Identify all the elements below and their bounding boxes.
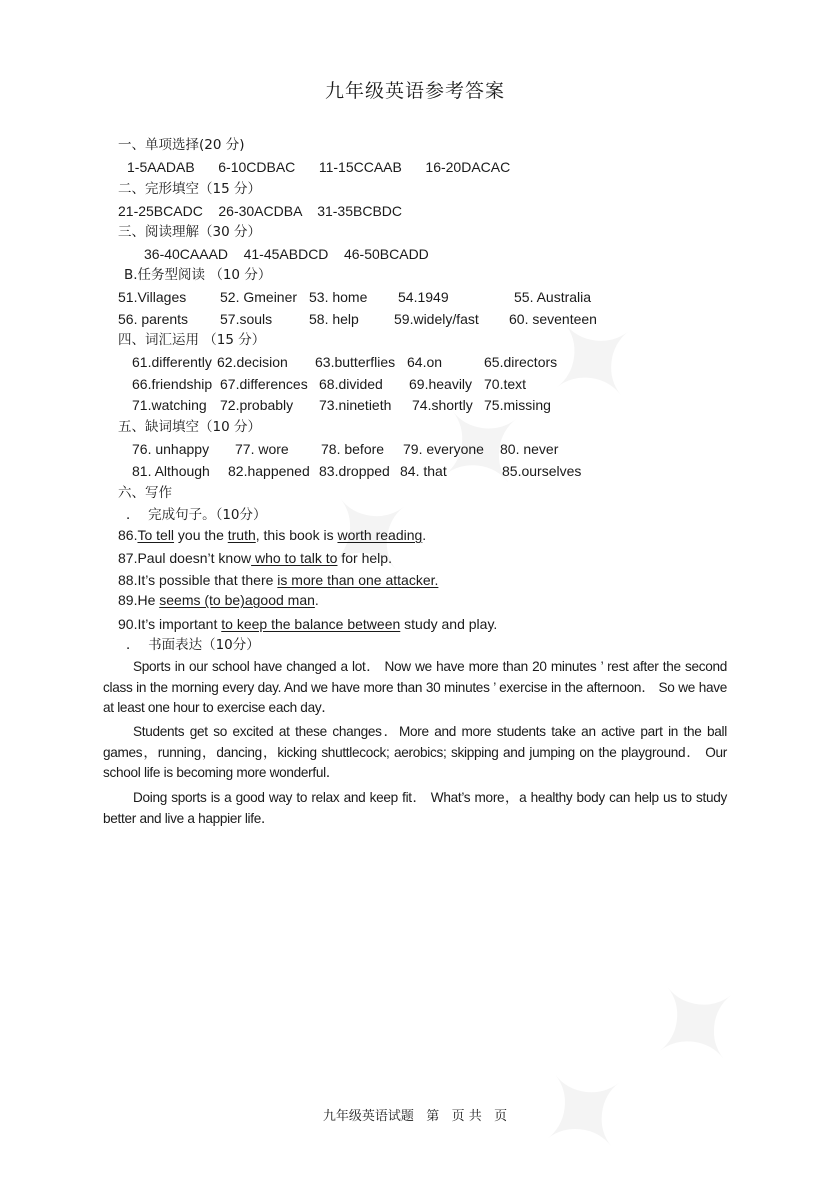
answer-blank: is more than one attacker. [277,572,439,588]
answer-cell: 84. that [400,463,447,479]
section-2-answers: 21-25BCADC 26-30ACDBA 31-35BCBDC [118,203,403,219]
answer-blank: truth [227,527,256,543]
answer-cell: 55. Australia [514,289,592,305]
answer-blank: worth reading [337,527,423,543]
section-1-heading: 一、单项选择(20 分) [118,137,245,153]
page-title: 九年级英语参考答案 [324,80,505,102]
answer-cell: 73.ninetieth [319,397,392,413]
essay-paragraph-3: Doing sports is a good way to relax and keep fit． What’s more，a healthy body can help us to study better and live a happier life． [103,790,727,826]
section-1-answers: 1-5AADAB 6-10CDBAC 11-15CCAAB 16-20DACAC [127,159,511,175]
sentence-text: 87.Paul doesn’t know [118,550,252,566]
answer-cell: 68.divided [319,376,383,392]
answer-cell: 71.watching [132,397,207,413]
sentence-86 [118,526,426,544]
answer-cell: 59.widely/fast [394,311,479,327]
answer-cell: 75.missing [484,397,551,413]
answer-cell: 76. unhappy [132,441,210,457]
watermark [503,940,780,1199]
sentence-88 [118,571,438,589]
answer-cell: 83.dropped [319,463,390,479]
answer-cell: 51.Villages [118,289,187,305]
answer-cell: 61.differently [132,354,212,370]
answer-cell: 52. Gmeiner [220,289,298,305]
section-3-heading: 三、阅读理解（30 分） [118,224,261,240]
subsection-complete-sentences: ． 完成句子。（10分） [126,507,267,523]
answer-blank: who to talk to [251,550,338,566]
answer-cell: 67.differences [220,376,308,392]
answer-cell: 78. before [321,441,385,457]
sentence-text: , this book is [255,527,338,543]
answer-cell: 53. home [309,289,368,305]
sentence-text: . [422,527,427,543]
answer-cell: 85.ourselves [502,463,582,479]
answer-blank: to keep the balance between [221,616,401,632]
answer-cell: 62.decision [217,354,288,370]
sentence-90 [118,615,497,633]
section-5-heading: 五、缺词填空（10 分） [118,419,261,435]
essay-paragraph-1: Sports in our school have changed a lot． Now we have more than 20 minutes ’ rest after the second class in the morning every day. And we have more than 30 minutes ’ exercise in the afternoon． So we have at least one hour to exercise each day． [103,659,727,715]
section-3b-heading: B.任务型阅读 （10 分） [124,267,272,283]
answer-cell: 79. everyone [403,441,484,457]
subsection-writing: ． 书面表达（10分） [126,637,260,653]
answer-blank: seems (to be)agood man [159,592,315,608]
sentence-text: study and play. [400,616,498,632]
sentence-text: you the [174,527,228,543]
sentence-text: 89.He [118,592,160,608]
answer-cell: 56. parents [118,311,189,327]
answer-cell: 57.souls [220,311,273,327]
sentence-text: 90.It’s important [118,616,222,632]
section-3-answers: 36-40CAAAD 41-45ABDCD 46-50BCADD [144,246,429,262]
sentence-89 [118,591,319,609]
answer-cell: 64.on [407,354,443,370]
section-6-heading: 六、写作 [118,485,172,501]
answer-cell: 60. seventeen [509,311,597,327]
answer-blank: To tell [137,527,175,543]
sentence-text: . [314,592,319,608]
answer-cell: 69.heavily [409,376,473,392]
answer-cell: 82.happened [228,463,310,479]
answer-cell: 65.directors [484,354,558,370]
answer-cell: 58. help [309,311,359,327]
sentence-87 [118,549,392,567]
answer-cell: 74.shortly [412,397,473,413]
answer-cell: 54.1949 [398,289,449,305]
section-4-heading: 四、词汇运用 （15 分） [118,332,266,348]
sentence-text: 88.It’s possible that there [118,572,278,588]
sentence-text: for help. [337,550,392,566]
answer-cell: 77. wore [235,441,289,457]
answer-cell: 63.butterflies [315,354,396,370]
answer-cell: 70.text [484,376,527,392]
section-2-heading: 二、完形填空（15 分） [118,181,261,197]
essay-paragraph-2: Students get so excited at these changes．More and more students take an active part in the ball games，running，dancing，kicking shuttlecock; aerobics; skipping and jumping on the playground． Our school life is becoming more wonderful． [103,724,727,780]
answer-cell: 81. Although [132,463,210,479]
page-footer: 九年级英语试题 第 页 共 页 [322,1109,508,1124]
answer-cell: 66.friendship [132,376,213,392]
answer-cell: 72.probably [220,397,294,413]
question-number: 86. [118,527,138,543]
answer-cell: 80. never [500,441,559,457]
